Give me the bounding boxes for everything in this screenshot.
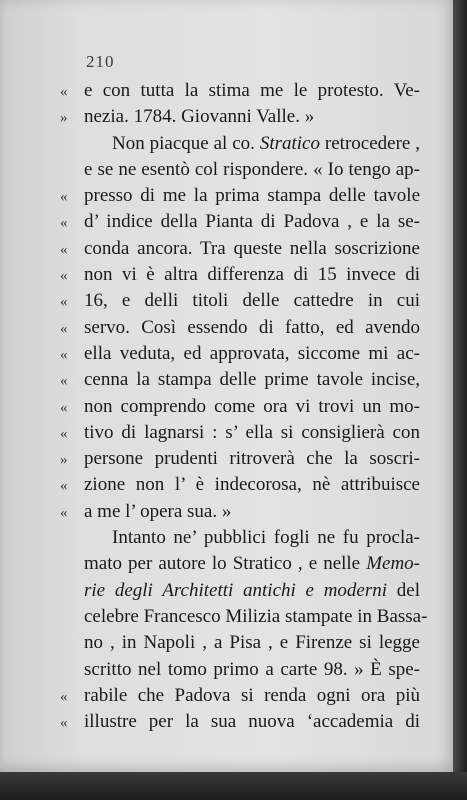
italic-text: Stratico — [259, 132, 320, 154]
quote-mark: « — [60, 294, 68, 311]
quote-mark: « — [60, 241, 68, 258]
text-line — [60, 315, 420, 341]
line-text — [84, 209, 420, 235]
line-text — [84, 525, 420, 551]
line-text — [84, 657, 420, 683]
line-text-end: illustre per la sua nuova ‘accademia di — [84, 711, 420, 733]
quote-mark: « — [60, 189, 68, 206]
quote-mark: « — [60, 268, 68, 285]
text-line — [60, 657, 420, 683]
line-text — [84, 420, 420, 446]
line-text — [84, 472, 420, 498]
page-edge-bottom — [0, 772, 467, 800]
line-text-end: nezia. 1784. Giovanni Valle. » — [84, 106, 315, 128]
quote-mark: « — [60, 373, 68, 390]
line-text-start: mato per autore lo Stratico , e nelle — [84, 553, 367, 575]
text-line — [60, 209, 420, 235]
line-text-end: scritto nel tomo primo a carte 98. » È spe- — [84, 658, 420, 680]
line-text-end: tivo di lagnarsi : s’ ella si consiglierà con — [84, 421, 420, 443]
line-text — [84, 236, 420, 262]
line-text — [84, 183, 420, 209]
page-edge-right — [453, 0, 467, 800]
line-text — [84, 446, 420, 472]
quote-mark: « — [60, 346, 68, 363]
line-text — [84, 288, 420, 314]
quote-mark: « — [60, 478, 68, 495]
quote-mark: « — [60, 715, 68, 732]
text-line — [60, 420, 420, 446]
quote-mark: « — [60, 504, 68, 521]
line-text-end: ella veduta, ed approvata, siccome mi ac- — [84, 342, 420, 364]
line-text-end: 16, e delli titoli delle cattedre in cui — [84, 290, 420, 312]
text-line — [60, 472, 420, 498]
quote-mark: « — [60, 425, 68, 442]
line-text-end: presso di me la prima stampa delle tavole — [84, 185, 420, 207]
line-text — [84, 315, 420, 341]
line-text — [84, 394, 420, 420]
line-text-end: a me l’ opera sua. » — [84, 500, 232, 522]
line-text-start: Non piacque al co. — [112, 132, 260, 154]
text-line — [60, 131, 420, 157]
quote-mark: « — [60, 320, 68, 337]
line-text — [84, 104, 420, 130]
text-line — [60, 394, 420, 420]
text-line — [60, 262, 420, 288]
text-line — [60, 157, 420, 183]
text-line — [60, 341, 420, 367]
line-text — [84, 367, 420, 393]
line-text-end: servo. Così essendo di fatto, ed avendo — [84, 316, 420, 338]
line-text-end: rabile che Padova si renda ogni ora più — [84, 684, 420, 706]
text-line — [60, 525, 420, 551]
line-text-end: del — [387, 579, 420, 601]
line-text-end: persone prudenti ritroverà che la soscri- — [84, 448, 420, 470]
line-text-end: conda ancora. Tra queste nella soscrizione — [84, 237, 420, 259]
body-text — [60, 78, 428, 735]
line-text-end: non comprendo come ora vi trovi un mo- — [84, 395, 420, 417]
text-line — [60, 630, 420, 656]
line-text-end: zione non l’ è indecorosa, nè attribuisce — [84, 474, 420, 496]
quote-mark: » — [60, 452, 68, 469]
italic-text: rie degli Architetti antichi e moderni — [84, 579, 388, 601]
quote-mark: « — [60, 688, 68, 705]
line-text-end: Intanto ne’ pubblici fogli ne fu procla- — [112, 527, 420, 549]
text-line — [60, 709, 420, 735]
line-text — [84, 683, 420, 709]
text-line — [60, 446, 420, 472]
line-text-end: celebre Francesco Milizia stampate in Bassa- — [84, 605, 428, 627]
line-text — [84, 709, 420, 735]
text-line — [60, 288, 420, 314]
quote-mark: « — [60, 215, 68, 232]
text-line — [60, 604, 428, 630]
text-line — [60, 551, 420, 577]
text-line — [60, 183, 420, 209]
line-text — [84, 341, 420, 367]
page-number: 210 — [86, 52, 115, 71]
line-text — [84, 604, 427, 630]
line-text — [84, 262, 420, 288]
quote-mark: « — [60, 84, 68, 100]
line-text-end: non vi è altra differenza di 15 invece di — [84, 264, 420, 286]
line-text-end: no , in Napoli , a Pisa , e Firenze si legge — [84, 632, 420, 654]
line-text — [84, 157, 420, 183]
text-line — [60, 78, 420, 104]
text-line — [60, 104, 420, 130]
text-line — [60, 367, 420, 393]
line-text-end: d’ indice della Pianta di Padova , e la se- — [84, 211, 420, 233]
quote-mark: » — [60, 110, 68, 127]
line-text-end: cenna la stampa delle prime tavole incise, — [84, 369, 420, 391]
line-text-end: e con tutta la stima me le protesto. Ve- — [84, 80, 420, 101]
text-line — [60, 578, 420, 604]
text-line — [60, 683, 420, 709]
line-text — [84, 78, 420, 104]
text-line — [60, 499, 420, 525]
line-text-end: e se ne esentò col rispondere. « Io tengo ap- — [84, 158, 420, 180]
line-text — [84, 131, 420, 157]
line-text — [84, 499, 420, 525]
line-text-end: retrocedere , — [320, 132, 420, 154]
italic-text: Memo- — [366, 553, 420, 575]
text-line — [60, 236, 420, 262]
line-text — [84, 551, 420, 577]
quote-mark: « — [60, 399, 68, 416]
line-text — [84, 578, 420, 604]
line-text — [84, 630, 420, 656]
